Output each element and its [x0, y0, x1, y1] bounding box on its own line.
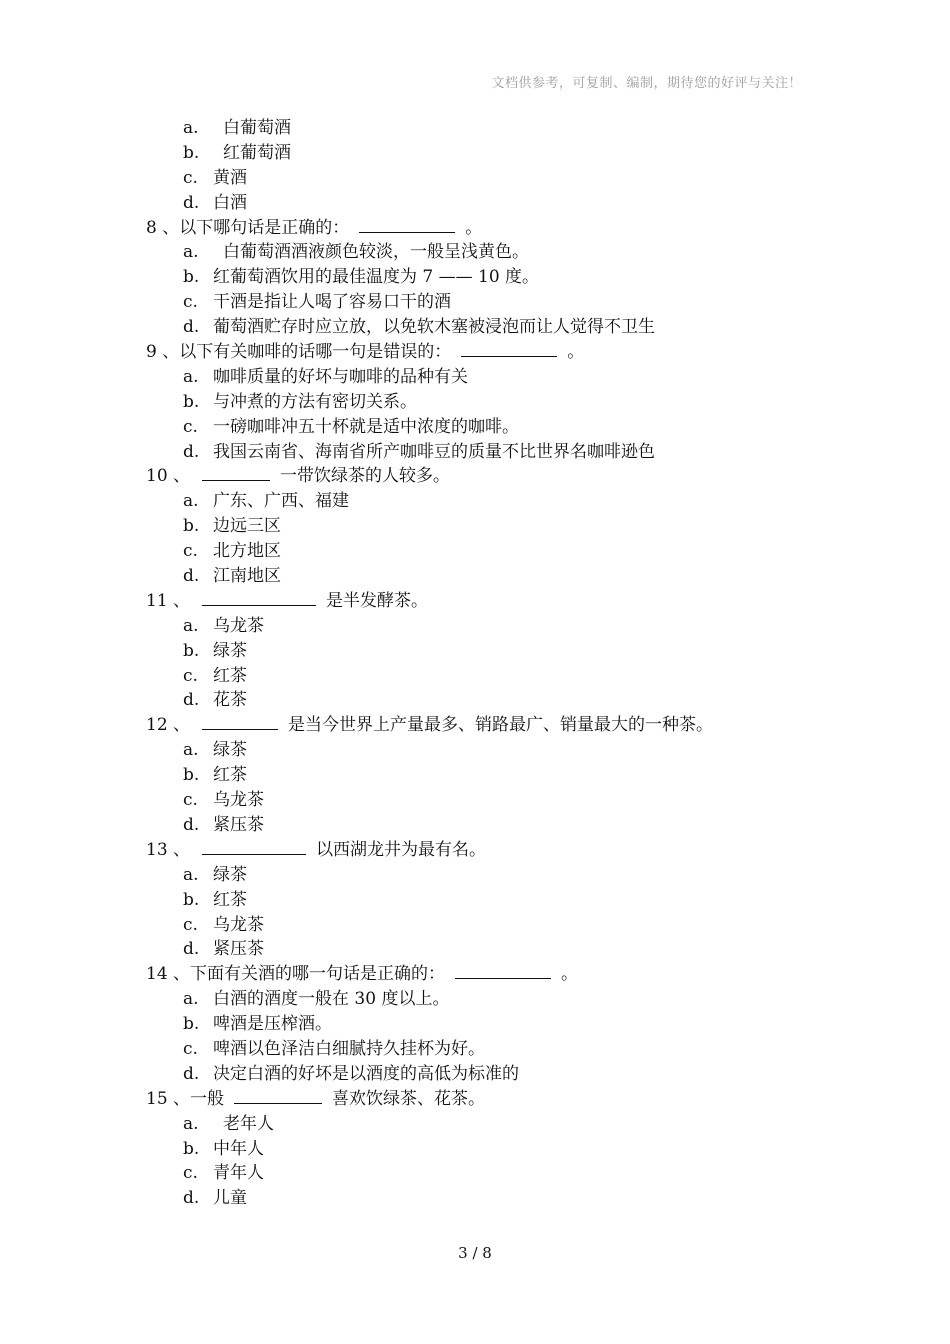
option-letter: d. — [183, 192, 200, 213]
header-note: 文档供参考，可复制、编制，期待您的好评与关注！ — [491, 76, 802, 91]
option-line — [0, 738, 950, 763]
option-text: 花茶 — [213, 690, 247, 711]
option-line — [0, 688, 950, 713]
question-text-after: 是当今世界上产量最多、销路最广、销量最大的一种茶。 — [288, 715, 714, 736]
option-line — [0, 1161, 950, 1186]
option-text: 绿茶 — [213, 864, 247, 885]
question-line-10 — [0, 464, 950, 489]
answer-blank — [202, 839, 306, 855]
question-text-after: 是半发酵茶。 — [326, 590, 429, 611]
page-number: 3 / 8 — [458, 1244, 492, 1262]
question-text: 以下哪句话是正确的： — [179, 217, 350, 238]
option-text: 儿童 — [213, 1188, 247, 1209]
option-letter: c. — [183, 167, 198, 188]
option-text: 干酒是指让人喝了容易口干的酒 — [213, 292, 451, 313]
option-letter: b. — [183, 267, 200, 288]
option-letter: a. — [183, 242, 199, 263]
option-text: 葡萄酒贮存时应立放，以免软木塞被浸泡而让人觉得不卫生 — [213, 317, 655, 338]
option-text: 紧压茶 — [213, 814, 264, 835]
option-letter: b. — [183, 142, 200, 163]
question-line-12 — [0, 713, 950, 738]
option-text: 江南地区 — [213, 566, 281, 587]
option-line — [0, 813, 950, 838]
option-line — [0, 116, 950, 141]
option-letter: a. — [183, 366, 199, 387]
option-letter: d. — [183, 317, 200, 338]
option-line — [0, 913, 950, 938]
option-letter: c. — [183, 1038, 198, 1059]
option-line — [0, 863, 950, 888]
question-text-after: 以西湖龙井为最有名。 — [316, 839, 487, 860]
question-number: 9 、 — [146, 342, 180, 363]
option-text: 乌龙茶 — [213, 914, 264, 935]
option-line — [0, 664, 950, 689]
option-line — [0, 191, 950, 216]
option-letter: c. — [183, 790, 198, 811]
option-text: 决定白酒的好坏是以酒度的高低为标准的 — [213, 1063, 519, 1084]
question-list — [0, 116, 950, 1211]
option-letter: b. — [183, 516, 200, 537]
option-text: 青年人 — [213, 1163, 264, 1184]
option-text: 红茶 — [213, 765, 247, 786]
option-letter: b. — [183, 889, 200, 910]
question-line-8 — [0, 216, 950, 241]
option-letter: b. — [183, 1138, 200, 1159]
option-line — [0, 788, 950, 813]
option-text: 绿茶 — [213, 640, 247, 661]
option-letter: a. — [183, 615, 199, 636]
option-letter: c. — [183, 665, 198, 686]
option-line — [0, 489, 950, 514]
question-number: 10 、 — [146, 466, 191, 487]
option-text: 黄酒 — [213, 167, 247, 188]
option-line — [0, 290, 950, 315]
option-line — [0, 1112, 950, 1137]
option-line — [0, 888, 950, 913]
option-line — [0, 1137, 950, 1162]
question-line-13 — [0, 838, 950, 863]
option-text: 我国云南省、海南省所产咖啡豆的质量不比世界名咖啡逊色 — [213, 441, 655, 462]
option-letter: d. — [183, 441, 200, 462]
option-letter: d. — [183, 1188, 200, 1209]
option-line — [0, 166, 950, 191]
option-text: 红葡萄酒饮用的最佳温度为 7 —— 10 度。 — [213, 267, 540, 288]
question-line-11 — [0, 589, 950, 614]
option-text: 白葡萄酒 — [223, 118, 291, 138]
option-text: 一磅咖啡冲五十杯就是适中浓度的咖啡。 — [213, 416, 519, 437]
question-line-9 — [0, 340, 950, 365]
option-letter: b. — [183, 391, 200, 412]
option-text: 红葡萄酒 — [223, 142, 291, 163]
option-letter: d. — [183, 814, 200, 835]
option-letter: d. — [183, 939, 200, 960]
option-text: 北方地区 — [213, 541, 281, 562]
option-letter: a. — [183, 740, 199, 761]
option-line — [0, 639, 950, 664]
option-text: 中年人 — [213, 1138, 264, 1159]
option-letter: c. — [183, 914, 198, 935]
option-text: 老年人 — [223, 1113, 274, 1134]
option-line — [0, 763, 950, 788]
question-text-after: 。 — [567, 342, 585, 363]
question-number: 14 、 — [146, 964, 191, 985]
option-line — [0, 1012, 950, 1037]
question-text: 以下有关咖啡的话哪一句是错误的： — [179, 342, 452, 363]
answer-blank — [234, 1088, 322, 1104]
question-number: 11 、 — [146, 590, 191, 611]
question-text: 下面有关酒的哪一句话是正确的： — [190, 964, 446, 985]
question-text-after: 一带饮绿茶的人较多。 — [280, 466, 451, 487]
option-letter: a. — [183, 118, 199, 138]
answer-blank — [455, 963, 551, 979]
option-letter: b. — [183, 640, 200, 661]
answer-blank — [202, 465, 270, 481]
question-line-14 — [0, 962, 950, 987]
option-text: 乌龙茶 — [213, 615, 264, 636]
question-text-after: 。 — [465, 217, 483, 238]
option-letter: b. — [183, 1014, 200, 1035]
option-text: 白酒的酒度一般在 30 度以上。 — [213, 989, 450, 1010]
answer-blank — [359, 217, 455, 233]
answer-blank — [202, 590, 316, 606]
question-number: 12 、 — [146, 715, 191, 736]
option-line — [0, 564, 950, 589]
question-number: 15 、 — [146, 1088, 191, 1109]
question-text-after: 。 — [561, 964, 579, 985]
option-line — [0, 1062, 950, 1087]
option-text: 紧压茶 — [213, 939, 264, 960]
option-text: 红茶 — [213, 665, 247, 686]
option-line — [0, 141, 950, 166]
option-text: 乌龙茶 — [213, 790, 264, 811]
option-line — [0, 1037, 950, 1062]
option-line — [0, 365, 950, 390]
option-line — [0, 390, 950, 415]
option-letter: a. — [183, 989, 199, 1010]
option-letter: c. — [183, 416, 198, 437]
option-letter: a. — [183, 491, 199, 512]
option-line — [0, 1186, 950, 1211]
option-letter: d. — [183, 566, 200, 587]
option-text: 绿茶 — [213, 740, 247, 761]
option-letter: a. — [183, 864, 199, 885]
option-line — [0, 937, 950, 962]
option-text: 啤酒是压榨酒。 — [213, 1014, 332, 1035]
option-line — [0, 415, 950, 440]
question-text-after: 喜欢饮绿茶、花茶。 — [332, 1088, 486, 1109]
option-letter: d. — [183, 1063, 200, 1084]
answer-blank — [461, 341, 557, 357]
option-line — [0, 240, 950, 265]
option-text: 红茶 — [213, 889, 247, 910]
option-line — [0, 265, 950, 290]
option-line — [0, 614, 950, 639]
option-letter: c. — [183, 541, 198, 562]
option-letter: a. — [183, 1113, 199, 1134]
option-line — [0, 539, 950, 564]
option-line — [0, 315, 950, 340]
option-letter: c. — [183, 292, 198, 313]
option-text: 与冲煮的方法有密切关系。 — [213, 391, 417, 412]
question-line-15 — [0, 1087, 950, 1112]
option-text: 啤酒以色泽洁白细腻持久挂杯为好。 — [213, 1038, 485, 1059]
option-text: 白葡萄酒酒液颜色较淡，一般呈浅黄色。 — [223, 242, 529, 263]
option-text: 白酒 — [213, 192, 247, 213]
option-line — [0, 440, 950, 465]
answer-blank — [202, 714, 278, 730]
option-text: 边远三区 — [213, 516, 281, 537]
option-letter: d. — [183, 690, 200, 711]
option-letter: c. — [183, 1163, 198, 1184]
question-number: 8 、 — [146, 217, 180, 238]
option-letter: b. — [183, 765, 200, 786]
option-line — [0, 987, 950, 1012]
question-number: 13 、 — [146, 839, 191, 860]
question-text: 一般 — [190, 1088, 225, 1109]
option-text: 广东、广西、福建 — [213, 491, 349, 512]
option-text: 咖啡质量的好坏与咖啡的品种有关 — [213, 366, 468, 387]
option-line — [0, 514, 950, 539]
